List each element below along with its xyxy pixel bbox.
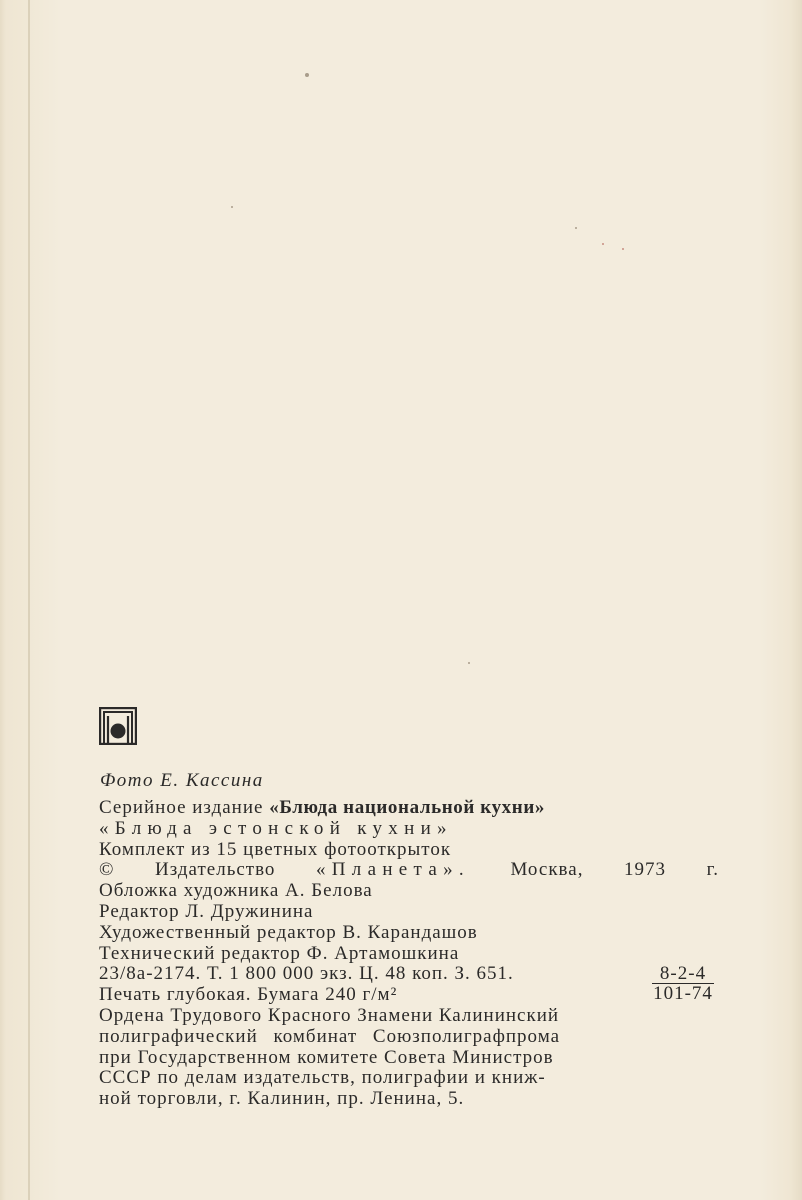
publisher-name: «Планета».: [315, 859, 470, 881]
paper-speck: [622, 248, 624, 250]
spine-fold: [28, 0, 30, 1200]
index-code-top: 8-2-4: [659, 963, 707, 985]
printer-line: полиграфический комбинат Союзполиграфпрома: [99, 1025, 561, 1047]
index-code-bottom: 101-74: [653, 983, 713, 1005]
paper-speck: [305, 73, 309, 77]
print-code-line: [99, 964, 719, 985]
paper-speck: [575, 227, 577, 229]
print-code: 23/8а-2174. Т. 1 800 000 экз. Ц. 48 коп. З. 651.: [99, 963, 514, 985]
editor: Редактор Л. Дружинина: [99, 900, 314, 922]
copyright-symbol: ©: [99, 859, 115, 881]
book-title: «Блюда эстонской кухни»: [99, 817, 453, 839]
print-method-line: [99, 985, 719, 1006]
printer-line: при Государственном комитете Совета Министров: [99, 1046, 554, 1068]
print-method: Печать глубокая. Бумага 240 г/м²: [99, 984, 398, 1006]
printer-line: СССР по делам издательств, полиграфии и книж-: [99, 1067, 546, 1089]
series-line: [99, 798, 719, 819]
copyright-line: [99, 860, 719, 881]
series-title: «Блюда национальной кухни»: [269, 797, 545, 818]
paper-speck: [602, 243, 604, 245]
printer-line: Ордена Трудового Красного Знамени Калининский: [99, 1004, 560, 1026]
publication-year: 1973: [624, 859, 667, 881]
art-editor: Художественный редактор В. Карандашов: [99, 921, 478, 943]
imprint-block: [99, 798, 719, 1110]
set-info: Комплект из 15 цветных фотооткрыток: [99, 838, 452, 860]
year-abbrev: г.: [706, 859, 719, 881]
paper-speck: [231, 206, 233, 208]
tech-editor: Технический редактор Ф. Артамошкина: [99, 942, 460, 964]
series-prefix: Серийное издание: [99, 797, 264, 818]
printer-line: ной торговли, г. Калинин, пр. Ленина, 5.: [99, 1088, 465, 1110]
publisher-label: Издательство: [154, 859, 276, 881]
paper-speck: [468, 662, 470, 664]
photo-credit: Фото Е. Кассина: [100, 770, 264, 791]
cover-artist: Обложка художника А. Белова: [99, 880, 373, 902]
publisher-city: Москва,: [510, 859, 584, 881]
planeta-publisher-logo-icon: [99, 707, 137, 745]
